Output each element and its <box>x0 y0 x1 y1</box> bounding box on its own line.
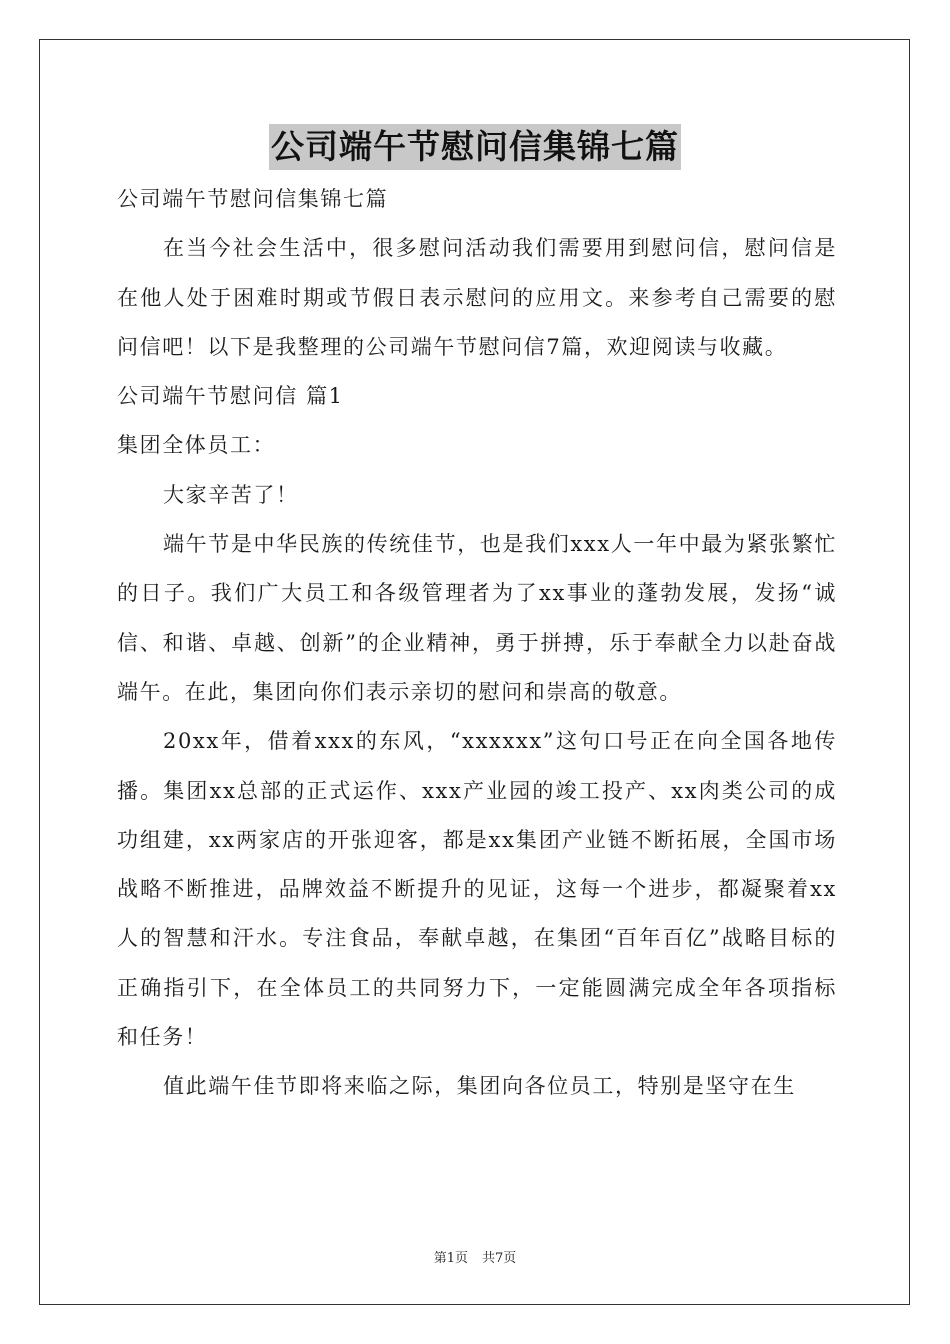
page-number: 第1页 <box>433 1251 468 1266</box>
paragraph-festival: 端午节是中华民族的传统佳节，也是我们xxx人一年中最为紧张繁忙的日子。我们广大员工和各级管理者为了xx事业的蓬勃发展，发扬“诚信、和谐、卓越、创新”的企业精神，勇于拼搏，乐于奉献全力以赴奋战端午。在此，集团向你们表示亲切的慰问和崇高的敬意。 <box>117 532 837 704</box>
document-title: 公司端午节慰问信集锦七篇 <box>269 124 681 170</box>
page-footer <box>0 1247 950 1266</box>
paragraph-achievements: 20xx年，借着xxx的东风，“xxxxxx”这句口号正在向全国各地传播。集团xx总部的正式运作、xxx产业园的竣工投产、xx肉类公司的成功组建，xx两家店的开张迎客，都是xx集团产业链不断拓展，全国市场战略不断推进，品牌效益不断提升的见证，这每一个进步，都凝聚着xx人的智慧和汗水。专注食品，奉献卓越，在集团“百年百亿”战略目标的正确指引下，在全体员工的共同努力下，一定能圆满完成全年各项指标和任务！ <box>117 729 837 1050</box>
page-total: 共7页 <box>482 1251 517 1266</box>
title-container <box>0 124 950 170</box>
paragraph-heading: 公司端午节慰问信集锦七篇 <box>117 187 389 211</box>
section-heading-1: 公司端午节慰问信 篇1 <box>117 384 344 409</box>
salutation: 集团全体员工： <box>117 433 276 458</box>
paragraph-closing-start: 值此端午佳节即将来临之际，集团向各位员工，特别是坚守在生 <box>163 1074 796 1099</box>
greeting: 大家辛苦了！ <box>163 482 299 507</box>
document-body <box>117 175 837 1112</box>
paragraph-intro: 在当今社会生活中，很多慰问活动我们需要用到慰问信，慰问信是在他人处于困难时期或节假日表示慰问的应用文。来参考自己需要的慰问信吧！以下是我整理的公司端午节慰问信7篇，欢迎阅读与收藏。 <box>117 236 837 359</box>
